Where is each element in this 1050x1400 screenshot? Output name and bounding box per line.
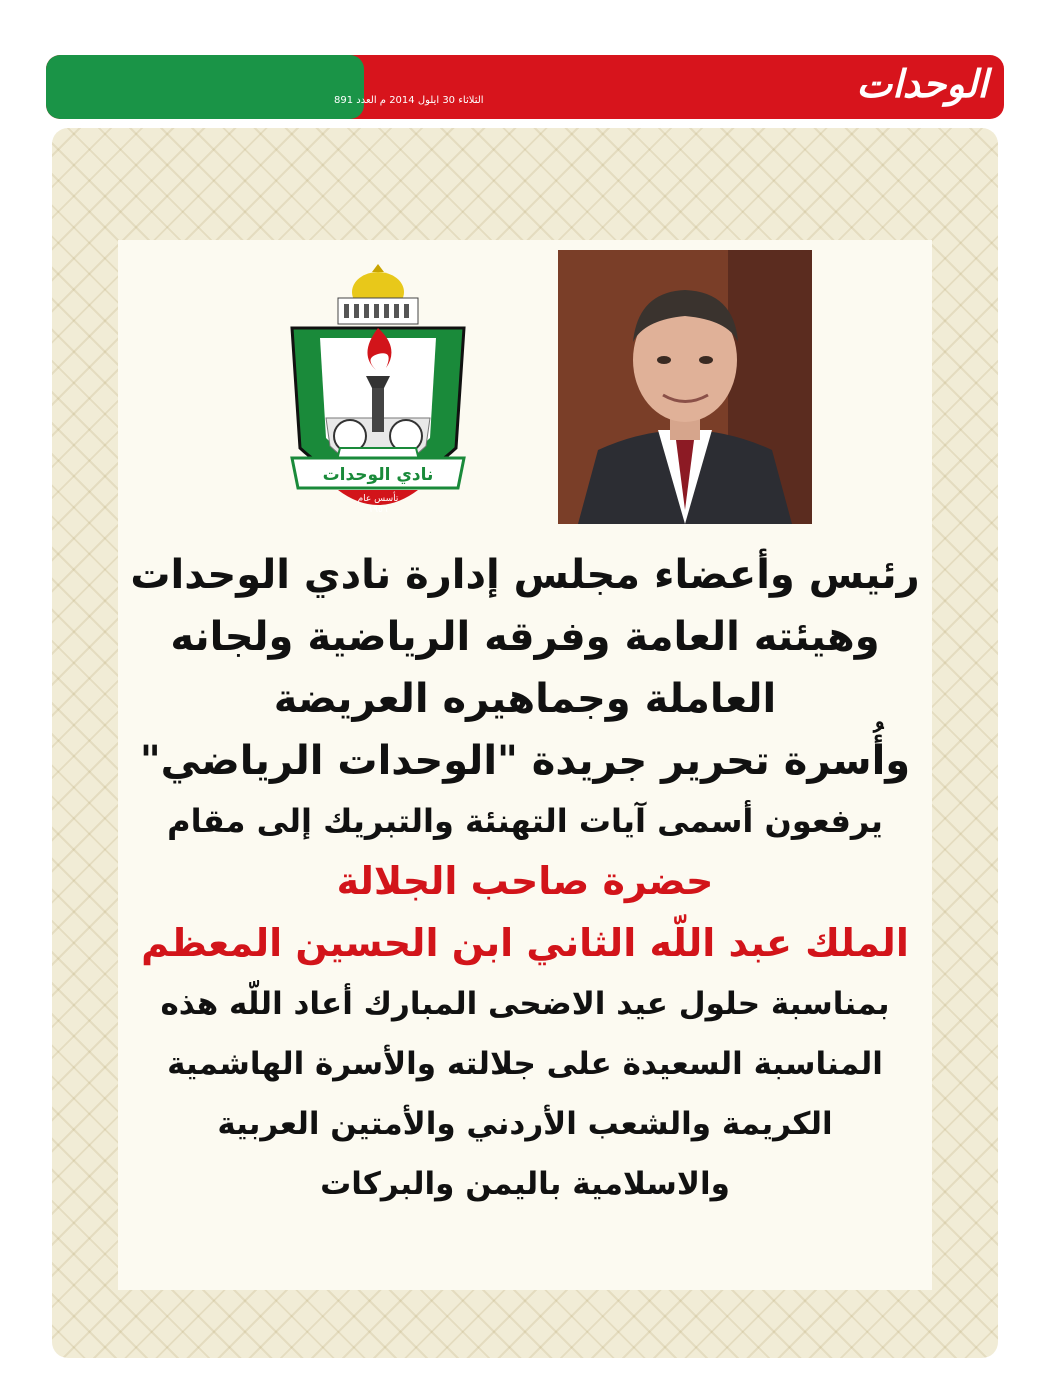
closing-line-4: والاسلامية باليمن والبركات bbox=[320, 1166, 730, 1202]
closing-line-2: المناسبة السعيدة على جلالته والأسرة الهاشمية bbox=[167, 1046, 883, 1082]
logo-founded-year: ١٩٥٦ bbox=[368, 505, 388, 515]
body-line-3: العاملة وجماهيره العريضة bbox=[273, 676, 777, 722]
body-line-4: وأُسرة تحرير جريدة "الوحدات الرياضي" bbox=[139, 738, 911, 784]
king-portrait bbox=[558, 250, 812, 524]
alwehdat-club-logo bbox=[280, 258, 476, 524]
body-line-1: رئيس وأعضاء مجلس إدارة نادي الوحدات bbox=[130, 552, 920, 598]
honoree-name: الملك عبد اللّه الثاني ابن الحسين المعظم bbox=[141, 921, 909, 965]
body-line-5: يرفعون أسمى آيات التهنئة والتبريك إلى مقام bbox=[167, 802, 883, 840]
honoree-title: حضرة صاحب الجلالة bbox=[336, 859, 714, 903]
body-line-2: وهيئته العامة وفرقه الرياضية ولجانه bbox=[170, 614, 880, 660]
logo-club-name: نادي الوحدات bbox=[322, 465, 434, 485]
congratulation-text bbox=[90, 544, 960, 1214]
issue-line: الثلاثاء 30 ايلول 2014 م العدد 891 bbox=[334, 95, 484, 106]
closing-line-3: الكريمة والشعب الأردني والأمتين العربية bbox=[217, 1106, 833, 1142]
logo-founded-label: تأسس عام bbox=[357, 494, 399, 504]
brand-logo-text: الوحدات bbox=[856, 62, 988, 106]
page-label: تهنئة 3 bbox=[72, 10, 178, 45]
closing-line-1: بمناسبة حلول عيد الاضحى المبارك أعاد اللّه هذه bbox=[160, 986, 890, 1022]
header-green-tab bbox=[46, 55, 364, 119]
